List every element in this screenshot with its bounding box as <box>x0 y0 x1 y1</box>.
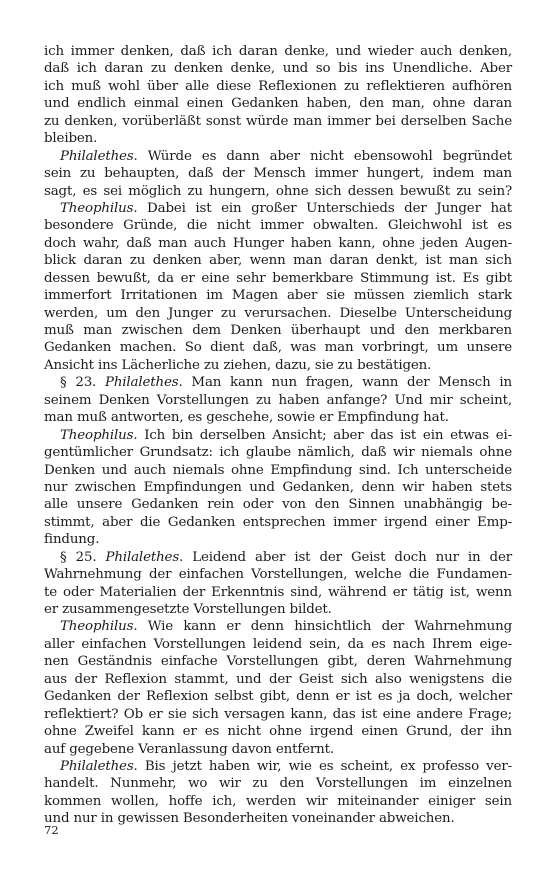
text-line <box>44 688 512 705</box>
speaker-name: Theophilus <box>60 200 134 216</box>
text-line <box>44 618 512 635</box>
text-line <box>44 113 512 130</box>
text-line <box>44 217 512 234</box>
text-line <box>44 165 512 182</box>
line-text: Ansicht ins Lächerliche zu ziehen, dazu, sie zu bestätigen. <box>44 357 432 373</box>
line-text: sagt, es sei möglich zu hungern, ohne sich dessen bewußt zu sein? <box>44 183 512 199</box>
text-line <box>44 741 512 758</box>
line-text: und endlich einmal einen Gedanken haben, den man, ohne daran <box>44 96 512 112</box>
line-text: seinem Denken Vorstellungen zu haben anfange? Und mir scheint, <box>44 392 512 408</box>
text-line <box>44 775 512 792</box>
body-text <box>44 43 512 828</box>
line-text: Gedanken der Reflexion selbst gibt, denn er ist es ja doch, welcher <box>44 689 512 705</box>
line-text: . Ich bin derselben Ansicht; aber das ist ein etwas ei- <box>133 427 512 443</box>
line-text: . Dabei ist ein großer Unterschieds der Junger hat <box>133 200 512 216</box>
text-line <box>44 200 512 217</box>
text-line <box>44 462 512 479</box>
line-text: werden, um den Junger zu verursachen. Dieselbe Unterscheidung <box>44 305 512 321</box>
line-text: ich muß wohl über alle diese Reflexionen zu reflektieren aufhören <box>44 78 512 94</box>
line-text: stimmt, aber die Gedanken entsprechen immer irgend einer Emp- <box>44 514 512 530</box>
text-line <box>44 270 512 287</box>
speaker-name: Philalethes <box>104 375 179 391</box>
line-text: blick daran zu denken aber, wenn man daran denkt, ist man sich <box>44 253 512 269</box>
text-line <box>44 409 512 426</box>
speaker-name: Philalethes <box>105 549 180 565</box>
text-line <box>44 357 512 374</box>
text-line <box>44 374 512 391</box>
text-line <box>44 531 512 548</box>
text-line <box>44 566 512 583</box>
line-text: man muß antworten, es geschehe, sowie er Empfindung hat. <box>44 410 449 426</box>
text-line <box>44 496 512 513</box>
text-line <box>44 758 512 775</box>
line-text: nur zwischen Empfindungen und Gedanken, denn wir haben stets <box>44 479 512 495</box>
line-text: bleiben. <box>44 131 98 147</box>
line-text: . Man kann nun fragen, wann der Mensch in <box>178 375 513 391</box>
line-text: Gedanken machen. So dient daß, was man vorbringt, um unsere <box>44 340 512 356</box>
line-text: aus der Reflexion stammt, und der Geist sich also wenigstens die <box>44 671 512 687</box>
line-text: doch wahr, daß man auch Hunger haben kann, ohne jeden Augen- <box>44 235 512 251</box>
line-text: und nur in gewissen Besonderheiten voneinander abweichen. <box>44 811 455 827</box>
text-line <box>44 514 512 531</box>
text-line <box>44 584 512 601</box>
line-text: dessen bewußt, da er eine sehr bemerkbare Stimmung ist. Es gibt <box>44 270 512 286</box>
line-text: kommen wollen, hoffe ich, werden wir miteinander einiger sein <box>44 793 512 809</box>
speaker-name: Theophilus <box>60 427 134 443</box>
text-line <box>44 392 512 409</box>
text-line <box>44 339 512 356</box>
text-line <box>44 444 512 461</box>
text-line <box>44 723 512 740</box>
text-line <box>44 78 512 95</box>
text-line <box>44 706 512 723</box>
line-text: gentümlicher Grundsatz: ich glaube nämlich, daß wir niemals ohne <box>44 445 512 461</box>
text-line <box>44 549 512 566</box>
text-line <box>44 252 512 269</box>
text-line <box>44 601 512 618</box>
text-line <box>44 636 512 653</box>
section-number: § 25. <box>60 549 106 565</box>
line-text: er zusammengesetzte Vorstellungen bildet. <box>44 602 332 617</box>
text-line <box>44 322 512 339</box>
line-text: sein zu behaupten, daß der Mensch immer hungert, indem man <box>44 166 512 182</box>
line-text: alle unsere Gedanken rein oder von den Sinnen unabhängig be- <box>44 497 512 513</box>
speaker-name: Philalethes <box>60 148 134 164</box>
line-text: zu denken, vorüberläßt sonst würde man immer bei derselben Sache <box>44 113 512 129</box>
line-text: ich immer denken, daß ich daran denke, und wieder auch denken, <box>44 44 512 59</box>
text-line <box>44 287 512 304</box>
line-text: . Leidend aber ist der Geist doch nur in der <box>179 549 512 565</box>
line-text: Wahrnehmung der einfachen Vorstellungen, welche die Fundamen- <box>44 567 512 583</box>
text-line <box>44 793 512 810</box>
text-line <box>44 183 512 200</box>
line-text: . Würde es dann aber nicht ebensowohl begründet <box>133 148 512 164</box>
text-line <box>44 479 512 496</box>
text-line <box>44 427 512 444</box>
line-text: te oder Materialien der Erkenntnis sind, während er tätig ist, wenn <box>44 584 512 600</box>
line-text: handelt. Nunmehr, wo wir zu den Vorstellungen im einzelnen <box>44 776 512 792</box>
text-line <box>44 95 512 112</box>
line-text: immerfort Irritationen im Magen aber sie müssen ziemlich stark <box>44 288 512 304</box>
text-line <box>44 60 512 77</box>
line-text: besondere Gründe, die nicht immer obwalten. Gleichwohl ist es <box>44 218 512 234</box>
line-text: aller einfachen Vorstellungen leidend sein, da es nach Ihrem eige- <box>44 636 512 652</box>
text-line <box>44 653 512 670</box>
text-line <box>44 671 512 688</box>
line-text: ohne Zweifel kann er es nicht ohne irgend einen Grund, der ihn <box>44 724 512 740</box>
line-text: . Wie kann er denn hinsichtlich der Wahrnehmung <box>133 619 512 635</box>
text-line <box>44 130 512 147</box>
speaker-name: Theophilus <box>60 619 134 635</box>
text-line <box>44 148 512 165</box>
line-text: Denken und auch niemals ohne Empfindung sind. Ich unterscheide <box>44 462 512 478</box>
line-text: reflektiert? Ob er sie sich versagen kann, das ist eine andere Frage; <box>44 706 512 722</box>
text-line <box>44 305 512 322</box>
line-text: muß man zwischen dem Denken überhaupt und den merkbaren <box>44 323 512 338</box>
section-number: § 23. <box>60 375 105 391</box>
text-line <box>44 43 512 60</box>
speaker-name: Philalethes <box>60 758 134 774</box>
line-text: auf gegebene Veranlassung davon entfernt. <box>44 741 334 757</box>
page-number: 72 <box>44 823 59 837</box>
text-line <box>44 810 512 827</box>
line-text: . Bis jetzt haben wir, wie es scheint, ex professo ver- <box>133 758 512 774</box>
line-text: daß ich daran zu denken denke, und so bis ins Unendliche. Aber <box>44 61 512 77</box>
line-text: findung. <box>44 532 100 548</box>
line-text: nen Geständnis einfache Vorstellungen gibt, deren Wahrnehmung <box>44 654 512 670</box>
text-line <box>44 235 512 252</box>
